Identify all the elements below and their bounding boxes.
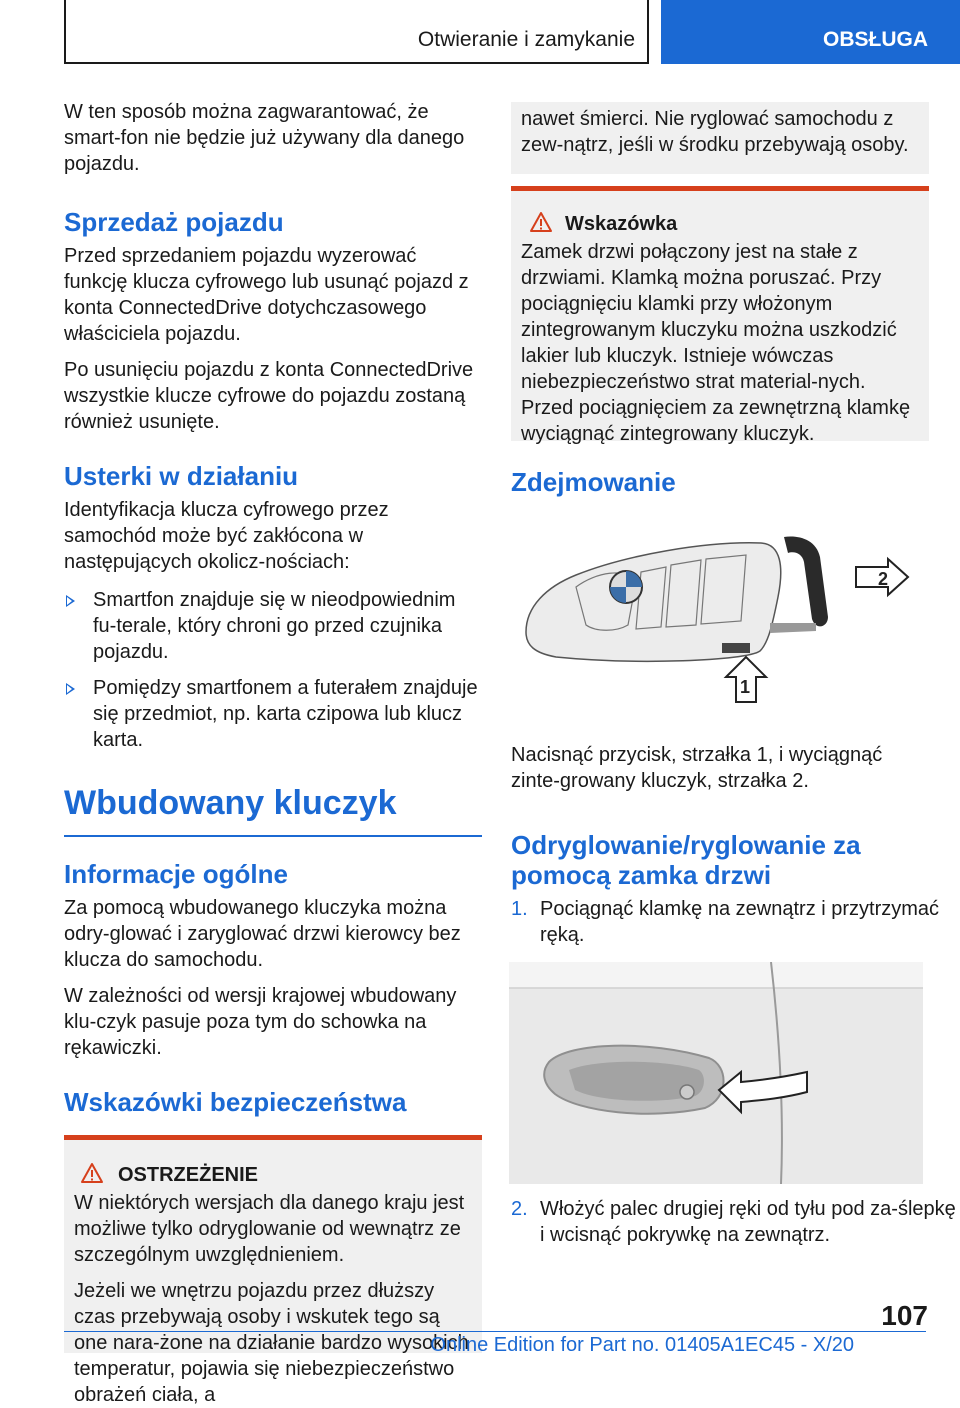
general-paragraph-1: Za pomocą wbudowanego kluczyka można odry-glować i zaryglować drzwi kierowcy bez klucza do samochodu. — [64, 897, 461, 971]
note-box — [511, 191, 929, 445]
intro-paragraph: W ten sposób można zagwarantować, że smart-fon nie będzie już używany dla danego pojazdu. — [64, 101, 465, 175]
chapter-tab-label: OBSŁUGA — [823, 28, 928, 51]
edition-text[interactable]: Online Edition for Part no. 01405A1EC45 - X/20 — [430, 1334, 854, 1356]
step-number: 2. — [511, 1198, 528, 1220]
left-column — [64, 99, 482, 1406]
list-item — [64, 675, 482, 753]
general-paragraph-2: W zależności od wersji krajowej wbudowany klu-czyk pasuje poza tym do schowka na rękawiczki. — [64, 985, 457, 1059]
safety-heading: Wskazówki bezpieczeństwa — [64, 1087, 407, 1117]
door-handle-illustration — [509, 962, 923, 1184]
removal-heading: Zdejmowanie — [511, 467, 676, 497]
warning-header — [74, 1162, 472, 1188]
bullet-triangle-icon — [66, 683, 75, 695]
lock-unlock-heading: Odryglowanie/ryglowanie za pomocą zamka drzwi — [511, 830, 861, 890]
header-section-box — [64, 0, 649, 64]
list-item-text: Pomiędzy smartfonem a futerałem znajduje się przedmiot, np. karta czipowa lub klucz karta. — [93, 677, 478, 751]
warning-title: OSTRZEŻENIE — [118, 1164, 259, 1186]
builtin-key-heading: Wbudowany kluczyk — [64, 784, 397, 822]
chapter-tab[interactable] — [661, 0, 960, 64]
note-triangle-icon — [529, 211, 553, 233]
warning-triangle-icon — [80, 1162, 104, 1184]
warning-box — [64, 1140, 482, 1406]
footer-rule — [64, 1331, 926, 1332]
step-text: Włożyć palec drugiej ręki od tyłu pod za-ślepkę i wcisnąć pokrywkę na zewnątrz. — [540, 1198, 956, 1246]
list-item-text: Smartfon znajduje się w nieodpowiednim fu-terale, który chroni go przed czujnika pojazdu. — [93, 589, 456, 663]
warning-box-continued — [511, 102, 929, 174]
note-paragraph: Zamek drzwi połączony jest na stałe z drzwiami. Klamką można poruszać. Przy pociągnięciu klamki przy włożonym zintegrowanym kluczyku można uszkodzić lakier lub kluczyk. Istnieje wówczas niebezpieczeństwo strat material-nych. Przed pociągnięciem za zewnętrzną klamkę wyciągnąć zintegrowany kluczyk. — [521, 241, 911, 445]
arrow-callout-1: 1 — [740, 677, 751, 697]
faults-heading: Usterki w działaniu — [64, 461, 299, 491]
key-removal-illustration — [516, 527, 926, 717]
heading-rule — [64, 835, 482, 837]
note-header — [521, 211, 919, 237]
step-item — [511, 1196, 958, 1248]
page-number: 107 — [881, 1300, 928, 1331]
general-info-heading: Informacje ogólne — [64, 859, 288, 889]
list-item — [64, 587, 482, 665]
warning-continued-text: nawet śmierci. Nie ryglować samochodu z zew-nątrz, jeśli w środku przebywają osoby. — [521, 108, 909, 156]
bullet-triangle-icon — [66, 595, 75, 607]
warning-paragraph-2: Jeżeli we wnętrzu pojazdu przez dłuższy czas przebywają osoby i wskutek tego są one nara-żone na działanie bardzo wysokich temperatur, pojawia się niebezpieczeństwo obrażeń ciała, a — [74, 1280, 469, 1406]
note-title: Wskazówka — [565, 213, 678, 235]
warning-paragraph-1: W niektórych wersjach dla danego kraju jest możliwe tylko odryglowanie od wewnątrz ze szczególnym uwzględnieniem. — [74, 1192, 465, 1266]
step-item — [511, 896, 958, 948]
faults-paragraph: Identyfikacja klucza cyfrowego przez samochód może być zakłócona w następujących okolicz-nościach: — [64, 499, 389, 573]
arrow-callout-2: 2 — [878, 569, 889, 589]
removal-paragraph: Nacisnąć przycisk, strzałka 1, i wyciągnąć zinte-growany kluczyk, strzałka 2. — [511, 744, 883, 792]
section-title: Otwieranie i zamykanie — [417, 28, 635, 51]
sale-paragraph-1: Przed sprzedaniem pojazdu wyzerować funkcję klucza cyfrowego lub usunąć pojazd z konta ConnectedDrive dotychczasowego właściciela pojazdu. — [64, 245, 469, 345]
step-text: Pociągnąć klamkę na zewnątrz i przytrzymać ręką. — [540, 898, 940, 946]
sale-heading: Sprzedaż pojazdu — [64, 207, 284, 237]
step-number: 1. — [511, 898, 528, 920]
sale-paragraph-2: Po usunięciu pojazdu z konta ConnectedDrive wszystkie klucze cyfrowe do pojazdu zostaną również usunięte. — [64, 359, 474, 433]
